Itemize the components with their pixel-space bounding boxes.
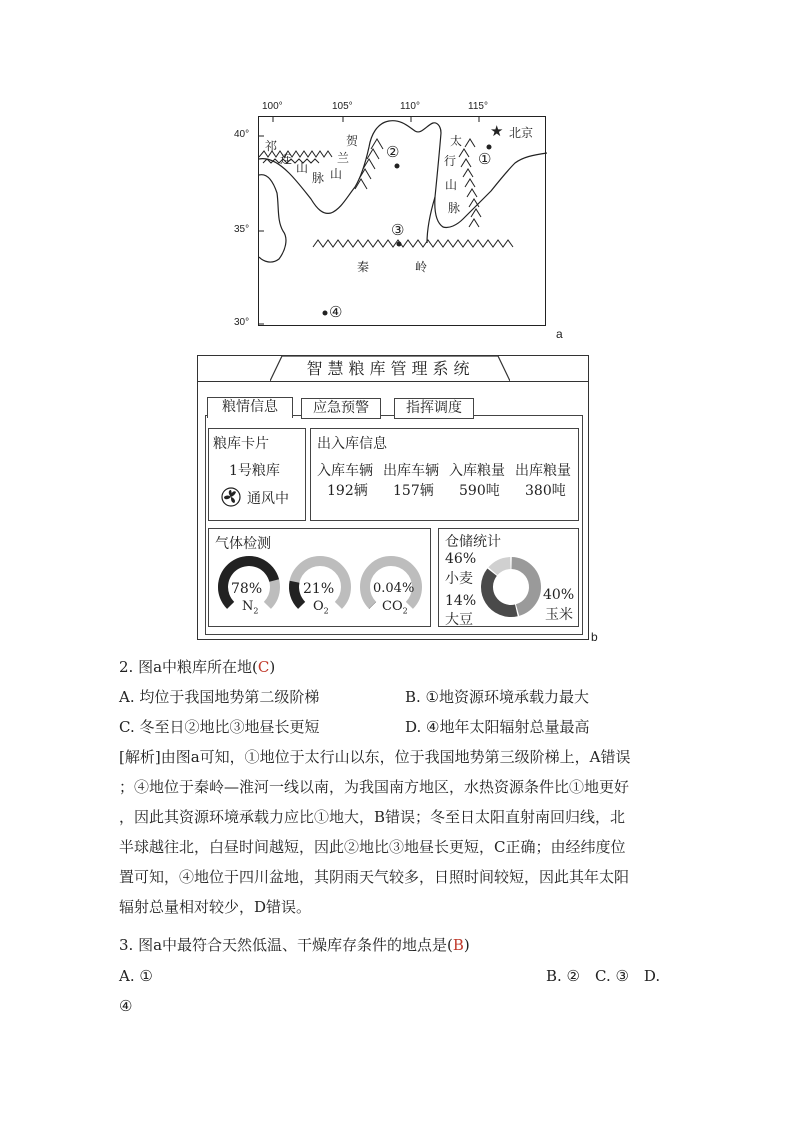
q3-option-bcd: B. ② C. ③ D. — [546, 967, 661, 985]
star-icon: ★ — [490, 122, 504, 140]
io-value-in-grain: 590吨 — [459, 483, 500, 499]
qinling-label-1: 秦 — [357, 260, 370, 274]
q2-analysis-line-6: 辐射总量相对较少，D错误。 — [119, 898, 312, 916]
corn-pct: 40% — [543, 587, 575, 603]
q2-analysis-line-5: 置可知，④地位于四川盆地，其阴雨天气较多，日照时间较短，因此其年太阳 — [119, 868, 630, 886]
point-4-label: ④ — [329, 303, 343, 321]
lon-tick-110: 110° — [400, 101, 420, 112]
helan-label-1: 贺 — [346, 134, 359, 148]
io-header-in-vehicles: 入库车辆 — [317, 463, 373, 479]
co2-value: 0.04% — [373, 581, 415, 596]
gas-detection-box — [208, 528, 431, 627]
q2-answer: C — [257, 658, 270, 676]
io-value-out-vehicles: 157辆 — [393, 483, 434, 499]
q2-analysis-line-1: [解析]由图a可知，①地位于太行山以东，位于我国地势第三级阶梯上，A错误 — [119, 748, 631, 766]
n2-label: $N_2$ — [242, 599, 259, 616]
q2-option-c: C. 冬至日②地比③地昼长更短 — [119, 718, 320, 736]
q3-option-d-wrap: ④ — [119, 997, 133, 1015]
qilian-label-4: 脉 — [312, 171, 325, 185]
point-2-label: ② — [386, 143, 400, 161]
q2-analysis-line-2: ；④地位于秦岭—淮河一线以南，为我国南方地区，水热资源条件比①地更好 — [119, 778, 630, 796]
storage-stats-title: 仓储统计 — [445, 534, 501, 550]
co2-label: $CO_2$ — [382, 599, 408, 616]
beijing-label: 北京 — [509, 126, 534, 140]
lat-tick-30: 30° — [234, 317, 250, 328]
donut-slice-大豆 — [493, 563, 510, 571]
lat-tick-35: 35° — [234, 224, 250, 235]
tab-emergency-warning[interactable]: 应急预警 — [301, 398, 381, 419]
soybean-pct: 14% — [445, 593, 477, 609]
donut-slice-小麦 — [512, 563, 535, 610]
point-4-dot — [323, 311, 328, 316]
granary-card — [208, 428, 306, 521]
taihang-label-4: 脉 — [448, 201, 461, 215]
o2-value: 21% — [303, 581, 335, 597]
panel-title: 智慧粮库管理系统 — [306, 359, 475, 378]
io-header-out-grain: 出库粮量 — [515, 463, 571, 479]
io-value-in-vehicles: 192辆 — [327, 483, 368, 499]
storage-stats-box — [438, 528, 579, 627]
taihang-label-1: 太 — [450, 134, 463, 148]
io-header-in-grain: 入库粮量 — [449, 463, 505, 479]
storage-donut — [477, 555, 545, 619]
gauge-fill — [294, 582, 302, 606]
qilian-label-3: 山 — [296, 161, 309, 175]
wheat-pct: 46% — [445, 551, 477, 567]
point-2-dot — [395, 164, 400, 169]
point-1-dot — [487, 145, 492, 150]
tab-command-dispatch[interactable]: 指挥调度 — [394, 398, 474, 419]
q2-stem: 2. 图a中粮库所在地(C) — [119, 658, 276, 676]
io-value-out-grain: 380吨 — [525, 483, 566, 499]
qilian-label-2: 连 — [280, 152, 293, 166]
io-header-out-vehicles: 出库车辆 — [383, 463, 439, 479]
figure-a-caption: a — [556, 327, 563, 341]
helan-label-3: 山 — [330, 167, 343, 181]
qinling-label-2: 岭 — [415, 260, 428, 274]
gas-detection-title: 气体检测 — [215, 536, 271, 552]
q2-option-a: A. 均位于我国地势第二级阶梯 — [119, 688, 320, 706]
granary-name: 1号粮库 — [229, 463, 280, 479]
soybean-name: 大豆 — [445, 612, 473, 628]
ventilation-status: 通风中 — [247, 491, 289, 507]
io-info-title: 出入库信息 — [317, 436, 387, 452]
qilian-label-1: 祁 — [265, 139, 278, 153]
taihang-label-2: 行 — [444, 154, 457, 168]
q3-option-a: A. ① — [119, 967, 153, 985]
wheat-name: 小麦 — [445, 571, 473, 587]
q2-analysis-line-4: 半球越往北，白昼时间越短，因此②地比③地昼长更短，C正确；由经纬度位 — [119, 838, 626, 856]
granary-card-title: 粮库卡片 — [213, 436, 269, 452]
lon-tick-115: 115° — [468, 101, 488, 112]
q3-answer: B — [452, 936, 464, 954]
io-info-box — [310, 428, 579, 521]
tab-grain-info[interactable]: 粮情信息 — [207, 397, 293, 418]
n2-value: 78% — [231, 581, 263, 597]
lat-tick-40: 40° — [234, 129, 250, 140]
helan-label-2: 兰 — [337, 151, 350, 165]
corn-name: 玉米 — [545, 607, 573, 623]
fan-icon — [221, 487, 241, 507]
q2-option-b: B. ①地资源环境承载力最大 — [405, 688, 590, 706]
lon-tick-105: 105° — [332, 101, 353, 112]
q2-analysis-line-3: ，因此其资源环境承载力应比①地大，B错误；冬至日太阳直射南回归线，北 — [119, 808, 626, 826]
point-3-dot — [397, 242, 402, 247]
point-3-label: ③ — [391, 221, 405, 239]
donut-slice-玉米 — [487, 572, 516, 611]
point-1-label: ① — [478, 150, 492, 168]
o2-label: $O_2$ — [313, 599, 329, 616]
q3-stem: 3. 图a中最符合天然低温、干燥库存条件的地点是(B) — [119, 936, 470, 954]
figure-b-caption: b — [591, 630, 598, 644]
taihang-label-3: 山 — [445, 178, 458, 192]
lon-tick-100: 100° — [262, 101, 283, 112]
q2-option-d: D. ④地年太阳辐射总量最高 — [405, 718, 590, 736]
